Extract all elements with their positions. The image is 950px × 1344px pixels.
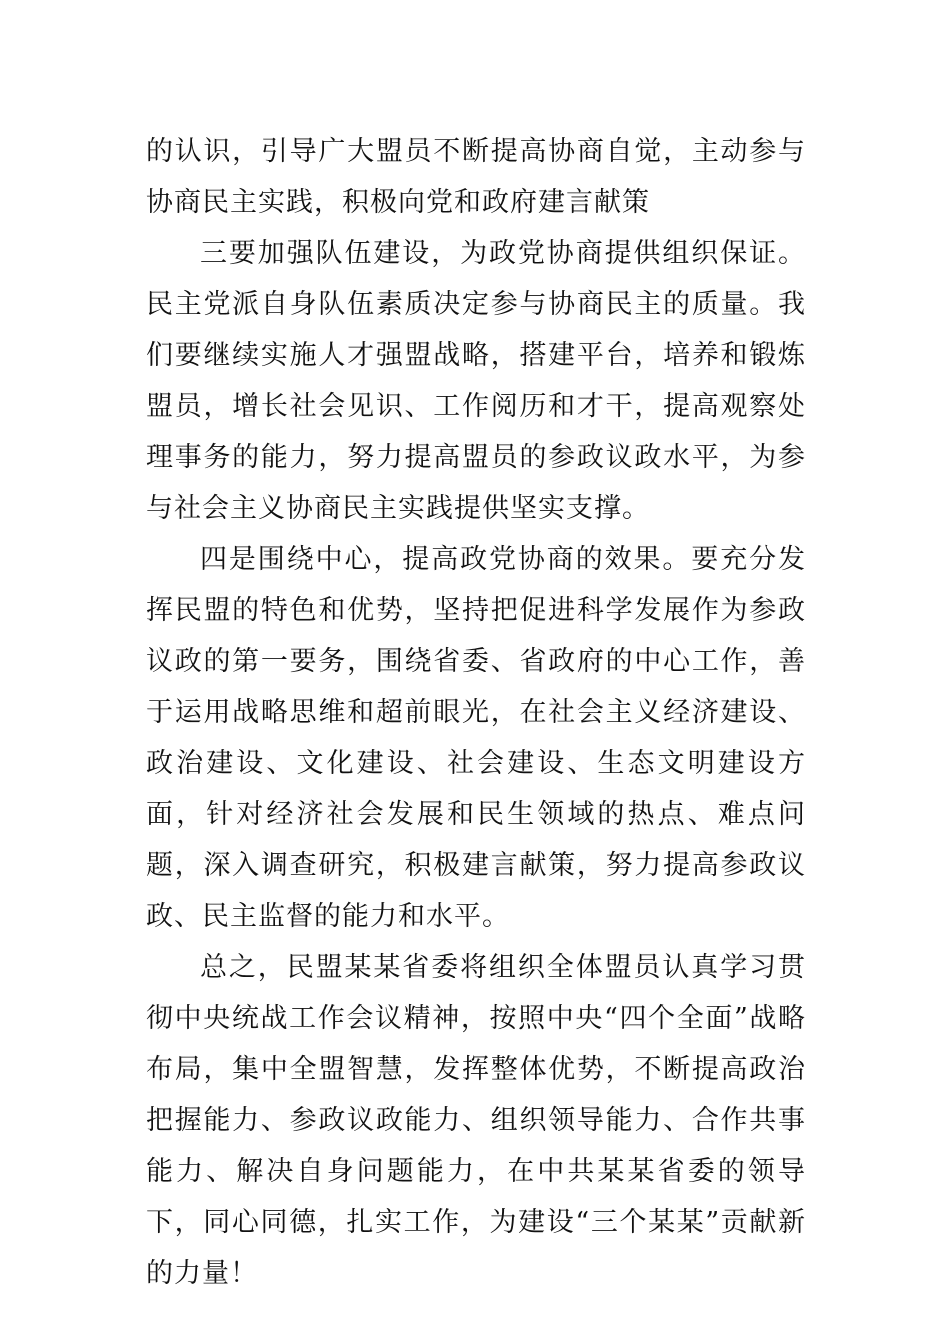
document-body (146, 126, 806, 1299)
paragraph-team-building: 三要加强队伍建设，为政党协商提供组织保证。民主党派自身队伍素质决定参与协商民主的质量。我们要继续实施人才强盟战略，搭建平台，培养和锻炼盟员，增长社会见识、工作阅历和才干，提高观察处理事务的能力，努力提高盟员的参政议政水平，为参与社会主义协商民主实践提供坚实支撑。 (146, 238, 806, 524)
paragraph-central-work: 四是围绕中心，提高政党协商的效果。要充分发挥民盟的特色和优势，坚持把促进科学发展作为参政议政的第一要务，围绕省委、省政府的中心工作，善于运用战略思维和超前眼光，在社会主义经济建设、政治建设、文化建设、社会建设、生态文明建设方面，针对经济社会发展和民生领域的热点、难点问题，深入调查研究，积极建言献策，努力提高参政议政、民主监督的能力和水平。 (146, 544, 806, 932)
paragraph-conclusion: 总之，民盟某某省委将组织全体盟员认真学习贯彻中央统战工作会议精神，按照中央“四个全面”战略布局，集中全盟智慧，发挥整体优势，不断提高政治把握能力、参政议政能力、组织领导能力、合作共事能力、解决自身问题能力，在中共某某省委的领导下，同心同德，扎实工作，为建设“三个某某”贡献新的力量！ (146, 952, 806, 1289)
paragraph-continuation: 的认识，引导广大盟员不断提高协商自觉，主动参与协商民主实践，积极向党和政府建言献策 (146, 136, 806, 218)
